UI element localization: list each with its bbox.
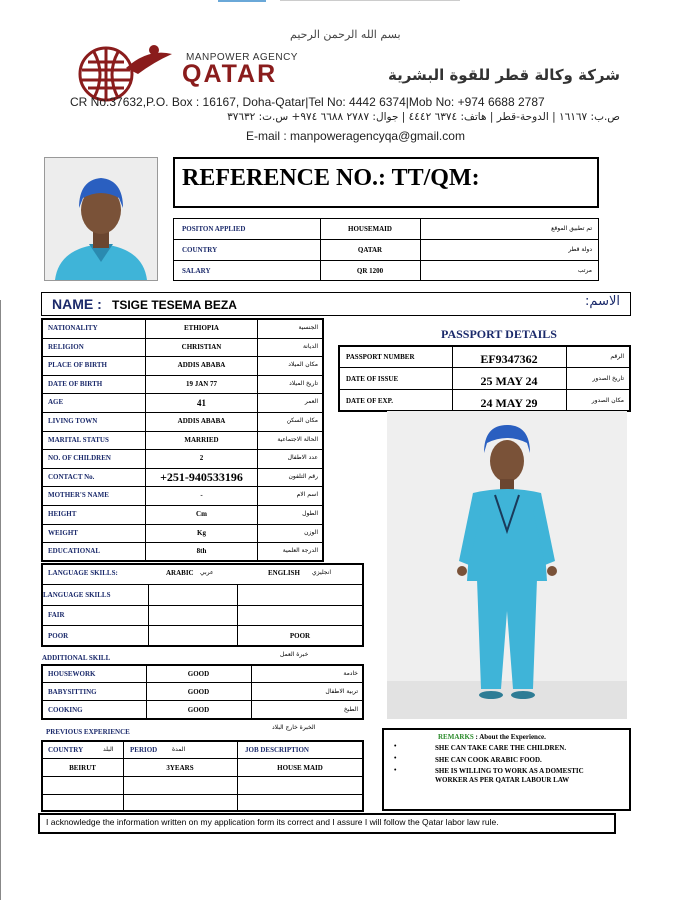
experience-col-period: PERIOD: [130, 746, 158, 754]
language-row-poor: POOR: [48, 632, 69, 640]
personal-arabic: الطول: [302, 510, 318, 517]
language-poor-english: POOR: [289, 632, 311, 640]
passport-title: PASSPORT DETAILS: [441, 327, 557, 341]
remarks-subtitle: : About the Experience.: [475, 733, 546, 741]
agency-line2: QATAR: [182, 60, 278, 88]
reference-number: REFERENCE NO.: TT/QM:: [182, 165, 480, 191]
top-strip: [218, 0, 266, 2]
salary-ar: مرتب: [577, 267, 592, 274]
bismillah: بسم الله الرحمن الرحيم: [290, 28, 401, 41]
remarks-heading: [438, 733, 546, 741]
babysitting-value: GOOD: [187, 688, 210, 696]
language-header: LANGUAGE SKILLS:: [48, 569, 118, 577]
agency-arabic: شركة وكالة قطر للقوة البشرية: [388, 66, 620, 84]
issue-date-value: 25 MAY 24: [480, 374, 538, 388]
housework-label: HOUSEWORK: [48, 670, 96, 678]
personal-label: EDUCATIONAL: [48, 547, 100, 556]
personal-label: AGE: [48, 398, 64, 407]
expiry-date-label: DATE OF EXP.: [346, 397, 393, 405]
babysitting-ar: تربية الاطفال: [325, 688, 358, 695]
email: E-mail : manpoweragencyqa@gmail.com: [246, 129, 465, 143]
acknowledge-text: I acknowledge the information written on my application form its correct and I assure I will follow the Qatar labor law rule.: [46, 817, 499, 827]
personal-label: WEIGHT: [48, 528, 78, 537]
bullet-2: •: [394, 755, 397, 762]
country-ar: دولة قطر: [568, 246, 592, 253]
personal-value: MARRIED: [184, 435, 219, 444]
remark-2: SHE CAN COOK ARABIC FOOD.: [435, 756, 542, 764]
personal-label: LIVING TOWN: [48, 417, 98, 425]
remarks-title: REMARKS: [438, 733, 474, 741]
issue-date-ar: تاريخ الصدور: [592, 375, 624, 382]
babysitting-label: BABYSITTING: [48, 688, 97, 696]
top-strip-gray: [280, 0, 460, 1]
issue-date-label: DATE OF ISSUE: [346, 375, 399, 383]
personal-label: NO. OF CHILDREN: [48, 454, 111, 463]
personal-arabic: مكان الميلاد: [288, 361, 318, 369]
language-row-1: LANGUAGE SKILLS: [43, 591, 111, 599]
personal-value: Kg: [197, 528, 206, 537]
personal-arabic: الجنسية: [298, 324, 318, 331]
experience-col-country: COUNTRY: [48, 746, 84, 754]
personal-label: MARITAL STATUS: [48, 435, 109, 444]
experience-col-period-ar: المدة: [172, 746, 186, 753]
experience-title: PREVIOUS EXPERIENCE: [46, 728, 130, 736]
salary-label: SALARY: [182, 267, 211, 275]
personal-arabic: الديانة: [302, 342, 318, 350]
experience-period: 3YEARS: [166, 764, 194, 772]
housework-ar: خادمة: [343, 670, 358, 677]
experience-job: HOUSE MAID: [277, 764, 323, 772]
position-ar: تم تطبيق الموقع: [551, 225, 592, 232]
contact-english: CR No:37632,P.O. Box : 16167, Doha-Qatar|Tel No: 4442 6374|Mob No: +974 6688 2787: [70, 95, 545, 109]
personal-label: PLACE OF BIRTH: [48, 361, 108, 370]
passport-number-label: PASSPORT NUMBER: [346, 353, 415, 361]
personal-value: 2: [199, 454, 204, 463]
expiry-date-ar: مكان الصدور: [591, 397, 624, 404]
language-arabic-ar: عربي: [200, 569, 214, 576]
experience-col-country-ar: البلد: [103, 746, 114, 753]
personal-value: -: [200, 491, 203, 500]
personal-arabic: الوزن: [304, 528, 318, 536]
personal-value: 8th: [196, 547, 207, 556]
agency-line1: MANPOWER AGENCY: [186, 52, 298, 63]
name-label: NAME :: [52, 296, 102, 312]
remark-1: SHE CAN TAKE CARE THE CHILDREN.: [435, 744, 567, 752]
bullet-1: •: [394, 743, 397, 750]
country-value: QATAR: [357, 246, 383, 254]
page-edge: [0, 300, 1, 900]
personal-arabic: تاريخ الميلاد: [289, 379, 318, 387]
personal-arabic: العمر: [304, 398, 318, 406]
language-arabic-label: ARABIC: [166, 569, 194, 577]
remark-3: SHE IS WILLING TO WORK AS A DOMESTIC WORKER AS PER QATAR LABOUR LAW: [435, 767, 584, 784]
personal-arabic: اسم الام: [296, 491, 318, 499]
personal-arabic: الدرجة العلمية: [282, 547, 318, 555]
personal-label: MOTHER'S NAME: [48, 491, 109, 500]
additional-title: ADDITIONAL SKILL: [42, 654, 111, 662]
cooking-label: COOKING: [48, 706, 83, 714]
experience-col-job: JOB DESCRIPTION: [245, 746, 309, 754]
personal-value: ETHIOPIA: [183, 324, 219, 332]
cooking-ar: الطبخ: [343, 706, 358, 713]
expiry-date-value: 24 MAY 29: [480, 396, 538, 410]
passport-number-value: EF9347362: [480, 352, 538, 366]
personal-value: CHRISTIAN: [181, 342, 222, 351]
language-row-fair: FAIR: [48, 611, 65, 619]
experience-title-ar: الخبرة خارج البلاد: [272, 724, 316, 731]
personal-label: RELIGION: [48, 342, 84, 351]
applicant-full-photo: [387, 411, 627, 719]
position-value: HOUSEMAID: [348, 225, 392, 233]
experience-country: BEIRUT: [69, 764, 96, 772]
personal-value: +251-940533196: [160, 469, 243, 484]
housework-value: GOOD: [187, 670, 210, 678]
personal-value: 41: [197, 398, 206, 409]
position-label: POSITON APPLIED: [182, 225, 246, 233]
applicant-name: TSIGE TESEMA BEZA: [112, 298, 237, 312]
personal-label: NATIONALITY: [48, 324, 98, 332]
personal-value: ADDIS ABABA: [177, 361, 226, 370]
personal-arabic: مكان السكن: [286, 417, 318, 424]
language-english-ar: انجليزي: [312, 569, 332, 576]
bullet-3: •: [394, 767, 397, 774]
passport-number-ar: الرقم: [610, 353, 624, 360]
personal-value: Cm: [196, 510, 207, 518]
name-arabic: الاسم:: [585, 294, 620, 309]
contact-arabic: ص.ب: ١٦١٦٧ | الدوحة-قطر | هاتف: ٦٣٧٤ ٤٤٤٢ | جوال: ٢٧٨٧ ٦٦٨٨ ٩٧٤+ س.ت: ٣٧٦٣٢: [227, 111, 620, 123]
applicant-headshot: [44, 157, 158, 281]
personal-value: ADDIS ABABA: [177, 417, 226, 425]
personal-value: 19 JAN 77: [185, 379, 218, 388]
personal-label: HEIGHT: [48, 510, 77, 518]
language-english-label: ENGLISH: [268, 569, 300, 577]
additional-title-ar: خبرة العمل: [280, 651, 309, 658]
personal-arabic: عدد الاطفال: [287, 454, 318, 462]
personal-label: DATE OF BIRTH: [48, 379, 103, 388]
personal-arabic: الحالة الاجتماعية: [277, 435, 318, 443]
country-label: COUNTRY: [182, 246, 218, 254]
personal-arabic: رقم التلفون: [288, 472, 318, 480]
salary-value: QR 1200: [356, 267, 384, 275]
personal-label: CONTACT No.: [48, 472, 95, 481]
cooking-value: GOOD: [187, 706, 210, 714]
